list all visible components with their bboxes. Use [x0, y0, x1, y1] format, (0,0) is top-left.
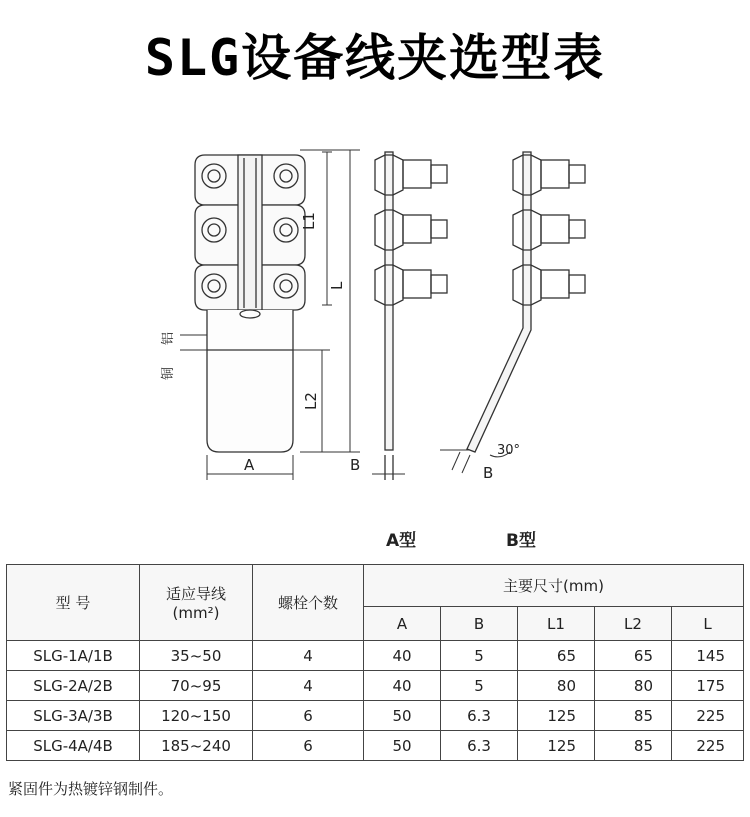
table-row — [7, 731, 744, 761]
cell-l1: 65 — [518, 641, 595, 671]
dim-label-l2: L2 — [302, 392, 320, 410]
header-conductor — [140, 565, 253, 641]
cell-l1: 80 — [518, 671, 595, 701]
table-row — [7, 671, 744, 701]
header-conductor-unit: (mm²) — [172, 604, 220, 622]
header-col-l: L — [672, 607, 744, 641]
header-bolts: 螺栓个数 — [253, 565, 364, 641]
cell-l1: 125 — [518, 731, 595, 761]
header-model: 型 号 — [7, 565, 140, 641]
cell-b: 5 — [441, 671, 518, 701]
clamp-side-view-b — [440, 152, 585, 473]
cell-model: SLG-3A/3B — [7, 701, 140, 731]
cell-a: 50 — [364, 701, 441, 731]
cell-bolts: 6 — [253, 731, 364, 761]
spec-table — [6, 564, 744, 761]
header-col-a: A — [364, 607, 441, 641]
aluminum-label: 铝 — [161, 331, 176, 345]
cell-conductor: 35~50 — [140, 641, 253, 671]
type-a-label: A型 — [386, 531, 417, 551]
dim-label-b-angled: B — [483, 464, 494, 482]
cell-l2: 85 — [595, 731, 672, 761]
cell-a: 40 — [364, 671, 441, 701]
header-conductor-label: 适应导线 — [165, 585, 226, 603]
cell-model: SLG-2A/2B — [7, 671, 140, 701]
cell-bolts: 4 — [253, 641, 364, 671]
cell-l2: 80 — [595, 671, 672, 701]
cell-bolts: 6 — [253, 701, 364, 731]
cell-l2: 85 — [595, 701, 672, 731]
table-row — [7, 701, 744, 731]
cell-l: 175 — [672, 671, 744, 701]
cell-l: 225 — [672, 701, 744, 731]
dim-label-b-front: B — [350, 456, 361, 474]
header-dimensions: 主要尺寸(mm) — [364, 565, 744, 607]
type-b-label: B型 — [506, 531, 536, 551]
cell-conductor: 120~150 — [140, 701, 253, 731]
page-title: SLG设备线夹选型表 — [144, 29, 606, 87]
cell-model: SLG-4A/4B — [7, 731, 140, 761]
dim-label-a: A — [244, 456, 255, 474]
cell-l: 145 — [672, 641, 744, 671]
header-col-l1: L1 — [518, 607, 595, 641]
cell-l2: 65 — [595, 641, 672, 671]
clamp-technical-drawing — [0, 130, 750, 510]
cell-b: 5 — [441, 641, 518, 671]
cell-conductor: 70~95 — [140, 671, 253, 701]
header-col-b: B — [441, 607, 518, 641]
clamp-front-view — [195, 155, 305, 452]
footer-note: 紧固件为热镀锌钢制件。 — [8, 780, 174, 798]
cell-a: 40 — [364, 641, 441, 671]
header-col-l2: L2 — [595, 607, 672, 641]
cell-a: 50 — [364, 731, 441, 761]
table-row — [7, 641, 744, 671]
cell-model: SLG-1A/1B — [7, 641, 140, 671]
dim-label-l: L — [328, 281, 346, 290]
dim-label-l1: L1 — [300, 212, 318, 230]
clamp-side-view-a — [372, 152, 447, 480]
cell-conductor: 185~240 — [140, 731, 253, 761]
cell-b: 6.3 — [441, 731, 518, 761]
cell-b: 6.3 — [441, 701, 518, 731]
cell-l1: 125 — [518, 701, 595, 731]
angle-label: 30° — [497, 443, 521, 458]
copper-label: 铜 — [161, 366, 176, 380]
cell-bolts: 4 — [253, 671, 364, 701]
cell-l: 225 — [672, 731, 744, 761]
